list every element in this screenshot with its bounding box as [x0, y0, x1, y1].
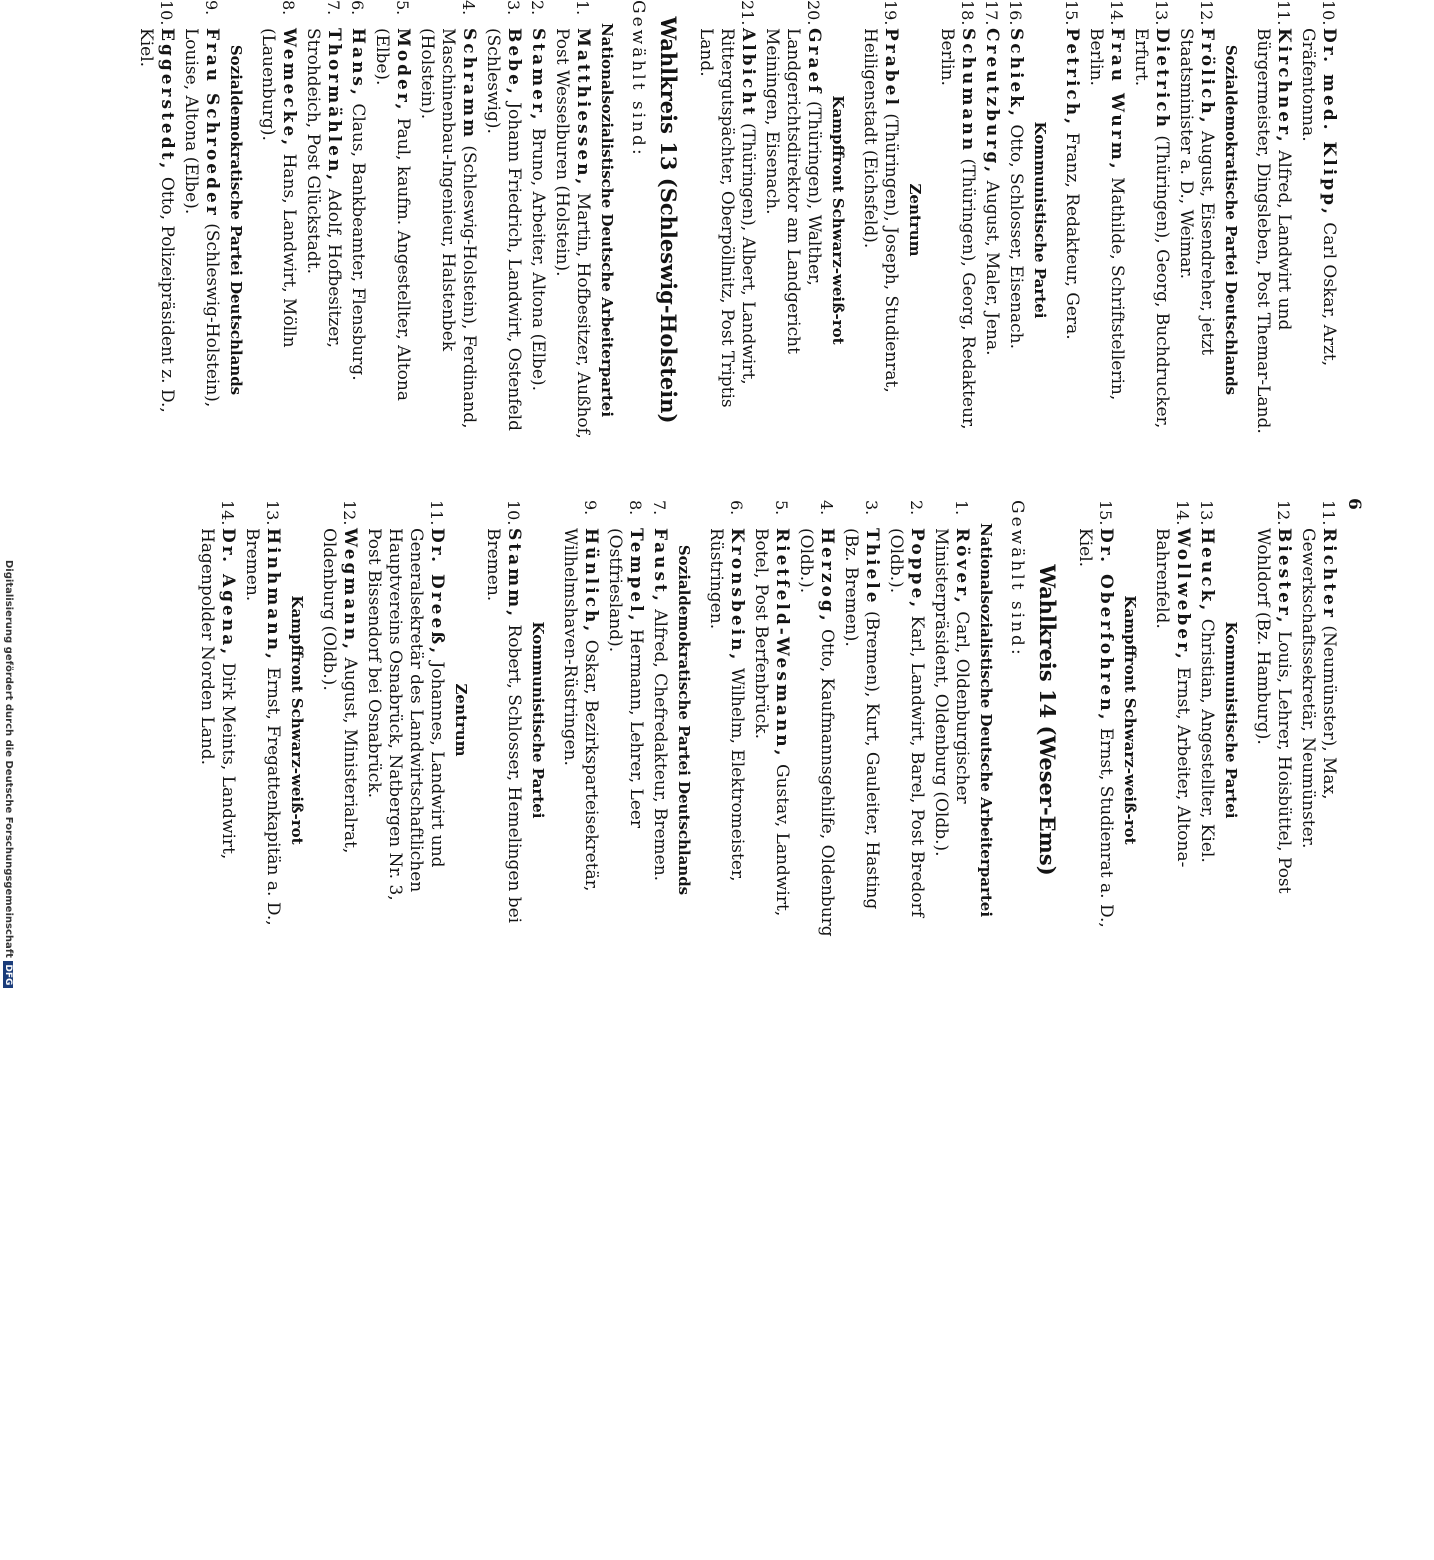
entry-list [1252, 0, 1339, 440]
entry-name: Dr. med. Klipp, [1319, 28, 1339, 217]
list-item [1196, 500, 1217, 940]
entry-number: 17. [982, 0, 1001, 26]
entry-name: Stamer, [528, 28, 548, 123]
entry-number: 6. [727, 500, 746, 516]
wahlkreis-heading: Wahlkreis 14 (Weser-Ems) [1035, 564, 1060, 876]
party-heading: Kampffront Schwarz-weiß-rot [1121, 595, 1139, 845]
entry-number: 21. [738, 0, 757, 26]
list-item [1252, 500, 1294, 940]
entry-text: Otto, Kaufmannsgehilfe, Oldenburg (Oldb.). [796, 528, 837, 937]
entry-text: Johannes, Landwirt und Generalsekretär des Landwirtschaftlichen Hauptvereins Osnabrück, Natbergen Nr. 3, Post Bissendorf bei Osnabrück. [364, 528, 447, 901]
entry-text: Bruno, Arbeiter, Altona (Elbe). [528, 128, 548, 392]
list-item [885, 500, 927, 940]
entry-name: Eggerstedt, [157, 28, 177, 172]
entry-number: 8. [279, 0, 298, 16]
footer-text: Digitalisierung gefördert durch die Deutsche Forschungsgemeinschaft [3, 560, 14, 958]
list-item [930, 500, 972, 940]
entry-number: 1. [573, 0, 592, 16]
entry-text: Alfred, Chefredakteur, Bremen. [650, 609, 670, 882]
list-item [1297, 0, 1339, 440]
entry-text: (Neumünster), Max, Gewerkschaftssekretär, Neumünster. [1298, 528, 1339, 849]
list-item [1061, 0, 1082, 440]
entry-name: Richter [1319, 528, 1339, 620]
entry-text: Paul, kaufm. Angestellter, Altona (Elbe). [372, 28, 413, 401]
entry-number: 9. [581, 500, 600, 516]
list-item [347, 0, 368, 440]
list-item [1005, 0, 1026, 440]
entry-number: 12. [1274, 500, 1293, 526]
entry-text: (Thüringen), Joseph, Studienrat, Heiligenstadt (Eichsfeld). [860, 28, 901, 393]
entry-text: Gustav, Landwirt, Botel, Post Berfenbrück. [751, 528, 792, 917]
entry-name: Schumann [958, 28, 978, 154]
entry-text: Martin, Hofbesitzer, Außhof, Post Wesselburen (Holstein). [552, 28, 593, 439]
entry-text: (Thüringen), Georg, Redakteur, Berlin. [937, 28, 978, 430]
party-heading: Nationalsozialistische Deutsche Arbeiterpartei [977, 522, 995, 918]
entry-name: Dr. Oberfohren, [1096, 528, 1116, 723]
list-item [750, 500, 792, 940]
list-item [795, 500, 837, 940]
entry-number: 14. [1173, 500, 1192, 526]
entry-text: Louis, Lehrer, Hoisbüttel, Post Wohldorf (Bz. Hamburg). [1253, 528, 1294, 894]
dfg-logo: DFG [3, 961, 13, 988]
footer [0, 0, 14, 1000]
entry-text: Johann Friedrich, Landwirt, Ostenfeld (Schleswig). [483, 28, 524, 431]
list-item [840, 500, 882, 940]
entry-text: August, Ministerialrat, Oldenburg (Oldb.). [319, 528, 360, 854]
entry-name: Stamm, [504, 528, 524, 620]
list-item [527, 0, 548, 440]
entry-name: Prabel [881, 28, 901, 108]
list-item [859, 0, 901, 440]
entry-name: Poppe, [907, 528, 927, 611]
right-column [193, 500, 1339, 940]
entry-number: 11. [1274, 0, 1293, 26]
party-heading: Kommunistische Partei [1222, 621, 1240, 819]
entry-number: 1. [952, 500, 971, 516]
entry-name: Graef [804, 28, 824, 96]
party-heading: Kampffront Schwarz-weiß-rot [288, 595, 306, 845]
entry-number: 16. [1006, 0, 1025, 26]
entry-number: 2. [907, 500, 926, 516]
entry-text: Ernst, Fregattenkapitän a. D., Bremen. [242, 528, 283, 926]
entry-number: 4. [817, 500, 836, 516]
entry-text: Ernst, Studienrat a. D., Kiel. [1075, 528, 1116, 928]
entry-text: Oskar, Bezirksparteisekretär, Wilhelmshaven-Rüstringen. [560, 528, 601, 892]
entry-number: 10. [1319, 0, 1338, 26]
list-item [705, 500, 747, 940]
entry-name: Albicht [738, 28, 758, 118]
entry-text: (Schleswig-Holstein), Ferdinand, Maschinenbau-Ingenieur, Halstenbek (Holstein). [417, 28, 479, 429]
party-heading: Nationalsozialistische Deutsche Arbeiterpartei [598, 22, 616, 418]
entry-name: Dr. Dreeß, [427, 528, 447, 657]
entry-name: Hinhmann, [263, 528, 283, 662]
entry-name: Rietfeld-Wesmann, [772, 528, 792, 759]
entry-number: 13. [263, 500, 282, 526]
entry-name: Thiele [862, 528, 882, 606]
entry-number: 2. [528, 0, 547, 16]
wahlkreis-heading: Wahlkreis 13 (Schleswig-Holstein) [656, 16, 681, 424]
entry-text: Wilhelm, Elektromeister, Rüstringen. [706, 528, 747, 882]
entry-number: 13. [1152, 0, 1171, 26]
party-heading: Kommunistische Partei [1031, 121, 1049, 319]
entry-number: 10. [504, 500, 523, 526]
entry-number: 14. [218, 500, 237, 526]
entry-number: 7. [650, 500, 669, 516]
list-item [604, 500, 646, 940]
list-item [135, 0, 177, 440]
list-item [1175, 0, 1217, 440]
party-heading: Zentrum [906, 183, 924, 257]
entry-text: Hermann, Lehrer, Leer (Ostfriesland). [605, 528, 646, 829]
entry-name: Frölich, [1197, 28, 1217, 126]
entry-text: Hans, Landwirt, Mölln (Lauenburg). [258, 28, 299, 348]
footer-line [3, 560, 14, 1560]
entry-text: Mathilde, Schriftstellerin, Berlin. [1086, 28, 1127, 401]
entry-text: Alfred, Landwirt und Bürgermeister, Dingsleben, Post Themar-Land. [1253, 28, 1294, 434]
entry-text: Adolf, Hofbesitzer, Strohdeich, Post Glückstadt. [303, 28, 344, 348]
list-item [416, 0, 479, 440]
entry-name: Kronsbein, [727, 528, 747, 663]
entry-name: Biester, [1274, 528, 1294, 626]
entry-number: 3. [862, 500, 881, 516]
entry-text: (Thüringen), Walther, Landgerichtsdirektor am Landgericht Meiningen, Eisenach. [762, 28, 824, 354]
list-item [371, 0, 413, 440]
entry-number: 7. [324, 0, 343, 16]
entry-number: 12. [1197, 0, 1216, 26]
entry-text: August, Eisendreher, jetzt Staatsminister a. D., Weimar. [1176, 28, 1217, 356]
entry-name: Tempel, [626, 528, 646, 624]
entry-text: Carl, Oldenburgischer Ministerpräsident, Oldenburg (Oldb.). [931, 528, 972, 857]
list-item [981, 0, 1002, 440]
list-item [1297, 500, 1339, 940]
entry-number: 15. [1096, 500, 1115, 526]
entry-text: (Bremen), Kurt, Gauleiter, Hasting (Bz. Bremen). [841, 528, 882, 910]
party-heading: Zentrum [452, 683, 470, 757]
entry-number: 9. [202, 0, 221, 16]
entry-name: Faust, [650, 528, 670, 604]
list-item [936, 0, 978, 440]
entry-number: 14. [1107, 0, 1126, 26]
list-item [559, 500, 601, 940]
entry-text: Robert, Schlosser, Hemelingen bei Bremen. [483, 528, 524, 924]
entry-text: Christian, Angestellter, Kiel. [1197, 618, 1217, 863]
entry-number: 19. [881, 0, 900, 26]
entry-name: Frau Schroeder [202, 28, 222, 218]
list-item [318, 500, 360, 940]
party-heading: Sozialdemokratische Partei Deutschlands [675, 544, 693, 896]
entry-number: 3. [504, 0, 523, 16]
party-heading: Kampffront Schwarz-weiß-rot [829, 95, 847, 345]
entry-name: Wemecke, [279, 28, 299, 149]
entry-name: Herzog, [817, 528, 837, 624]
entry-name: Kirchner, [1274, 28, 1294, 145]
entry-text: Dirk Meints, Landwirt, Hagenpolder Norden Land. [197, 528, 238, 860]
list-item [257, 0, 299, 440]
entry-number: 8. [626, 500, 645, 516]
list-item [551, 0, 593, 440]
left-column [132, 0, 1339, 440]
entry-name: Matthiessen, [573, 28, 593, 188]
entry-text: (Schleswig-Holstein), Louise, Altona (Elbe). [181, 28, 222, 408]
entry-text: August, Maler, Jena. [982, 180, 1002, 356]
entry-text: (Thüringen), Albert, Landwirt, Rittergutspächter, Oberpöllnitz, Post Triptis Land. [696, 28, 758, 408]
entry-name: Dr. Agena, [218, 528, 238, 658]
entry-number: 11. [427, 500, 446, 526]
entry-text: Otto, Polizeipräsident z. D., Kiel. [136, 28, 177, 413]
entry-name: Frau Wurm, [1107, 28, 1127, 172]
entry-text: (Thüringen), Georg, Buchdrucker, Erfurt. [1131, 28, 1172, 429]
entry-number: 10. [157, 0, 176, 26]
entry-name: Röver, [952, 528, 972, 606]
list-item [196, 500, 238, 940]
entry-number: 6. [348, 0, 367, 16]
entry-number: 18. [958, 0, 977, 26]
list-item [1252, 0, 1294, 440]
list-item [363, 500, 447, 940]
list-item [1074, 500, 1116, 940]
entry-name: Bebe, [504, 28, 524, 97]
entry-name: Schramm [459, 28, 479, 140]
entry-number: 5. [772, 500, 791, 516]
page-number: 6 [1344, 498, 1364, 510]
entry-number: 11. [1319, 500, 1338, 526]
list-item [695, 0, 758, 440]
party-heading: Kommunistische Partei [529, 621, 547, 819]
entry-text: Ernst, Arbeiter, Altona-Bahrenfeld. [1152, 528, 1193, 868]
party-heading: Sozialdemokratische Partei Deutschlands [1222, 44, 1240, 396]
list-item [1085, 0, 1127, 440]
entry-number: 13. [1197, 500, 1216, 526]
entry-name: Wegmann, [340, 528, 360, 653]
entry-name: Thormählen, [324, 28, 344, 184]
entry-name: Hünlich, [581, 528, 601, 635]
entry-number: 12. [340, 500, 359, 526]
list-item [649, 500, 670, 940]
entry-number: 4. [459, 0, 478, 16]
elected-label: Gewählt sind: [628, 0, 648, 158]
list-item [761, 0, 824, 440]
entry-number: 5. [393, 0, 412, 16]
entry-name: Moder, [393, 28, 413, 113]
list-item [180, 0, 222, 440]
list-item [482, 500, 524, 940]
list-item [302, 0, 344, 440]
entry-text: Franz, Redakteur, Gera. [1062, 132, 1082, 340]
entry-text: Otto, Schlosser, Eisenach. [1006, 124, 1026, 349]
list-item [241, 500, 283, 940]
entry-number: 15. [1062, 0, 1081, 26]
entry-name: Petrich, [1062, 28, 1082, 128]
entry-name: Heuck, [1197, 528, 1217, 614]
entry-text: Carl Oskar, Arzt, Gräfentonna. [1298, 28, 1339, 367]
entry-name: Creutzburg, [982, 28, 1002, 176]
entry-name: Dietrich [1152, 28, 1172, 130]
entry-name: Schiek, [1006, 28, 1026, 119]
party-heading: Sozialdemokratische Partei Deutschlands [227, 44, 245, 396]
list-item [1130, 0, 1172, 440]
entry-name: Hans, [348, 28, 368, 98]
entry-name: Wollweber, [1173, 528, 1193, 662]
entry-number: 20. [804, 0, 823, 26]
elected-label: Gewählt sind: [1007, 500, 1027, 658]
entry-text: Karl, Landwirt, Barel, Post Bredorf (Oldb.). [886, 528, 927, 918]
list-item [482, 0, 524, 440]
list-item [1151, 500, 1193, 940]
entry-text: Claus, Bankbeamter, Flensburg. [348, 103, 368, 381]
